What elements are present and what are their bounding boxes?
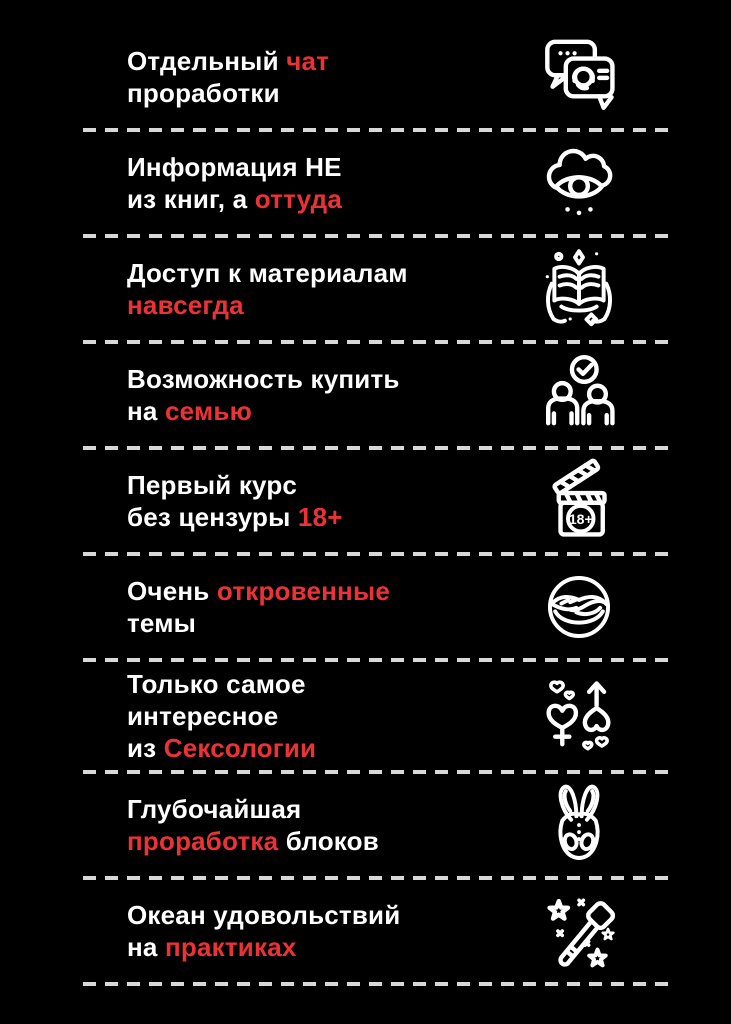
highlighted-word: 18+ [297,502,343,532]
benefit-line [127,45,329,77]
benefit-text [127,899,400,963]
benefit-line [127,183,342,215]
benefit-line [127,395,400,427]
benefit-item [0,132,731,234]
plain-word: Первый курс [127,470,298,500]
clapperboard-18-icon [534,457,624,545]
plain-word: интересное [127,701,279,731]
benefit-line [127,77,329,109]
highlighted-word: откровенные [216,576,391,606]
plain-word: Отдельный [127,46,287,76]
benefit-item [0,662,731,770]
plain-word: из [127,733,164,763]
highlighted-word: практиках [165,932,297,962]
highlighted-word: оттуда [254,184,343,214]
plain-word: проработки [127,78,280,108]
bunny-mask-icon [534,781,624,869]
benefit-text [127,151,342,215]
benefit-line [127,607,390,639]
highlighted-word: проработка [127,826,279,856]
benefit-line [127,825,379,857]
benefit-line [127,469,343,501]
benefit-item [0,774,731,876]
highlighted-word: Сексологии [163,733,317,763]
benefit-text [127,575,390,639]
highlighted-word: семью [165,396,252,426]
benefit-line [127,363,400,395]
plain-word: из книг, а [127,184,255,214]
plain-word: Только самое [127,669,306,699]
plain-word: темы [127,608,197,638]
plain-word: на [127,396,165,426]
magic-book-icon [534,245,624,333]
cloud-eye-icon [534,139,624,227]
lips-tongue-icon [534,563,624,651]
benefit-text [127,793,379,857]
plain-word: Возможность купить [127,364,400,394]
magic-wand-icon [534,887,624,975]
benefit-line [127,931,400,963]
benefit-text [127,257,408,321]
rating-label: 18+ [568,510,593,527]
benefit-line [127,700,316,732]
highlighted-word: навсегда [127,290,244,320]
benefit-line [127,575,390,607]
benefit-item [0,556,731,658]
plain-word: Очень [127,576,217,606]
highlighted-word: чат [286,46,330,76]
gender-hearts-icon [534,672,624,760]
plain-word: Доступ к материалам [127,258,408,288]
plain-word: на [127,932,165,962]
benefit-item [0,450,731,552]
benefit-text [127,668,316,764]
benefit-item [0,238,731,340]
plain-word: Океан удовольствий [127,900,401,930]
benefit-text [127,363,400,427]
benefit-line [127,289,408,321]
benefit-text [127,45,329,109]
plain-word: Информация НЕ [127,152,342,182]
plain-word: Глубочайшая [127,794,302,824]
benefit-item [0,880,731,982]
benefit-item [0,344,731,446]
benefit-line [127,668,316,700]
benefit-line [127,899,400,931]
dashed-divider [83,982,668,986]
benefit-line [127,151,342,183]
family-check-icon [534,351,624,439]
benefit-line [127,732,316,764]
benefit-item [0,26,731,128]
plain-word: без цензуры [127,502,298,532]
benefit-line [127,793,379,825]
support-chat-icon [534,33,624,121]
plain-word: блоков [278,826,379,856]
benefit-text [127,469,343,533]
benefit-line [127,501,343,533]
benefit-line [127,257,408,289]
